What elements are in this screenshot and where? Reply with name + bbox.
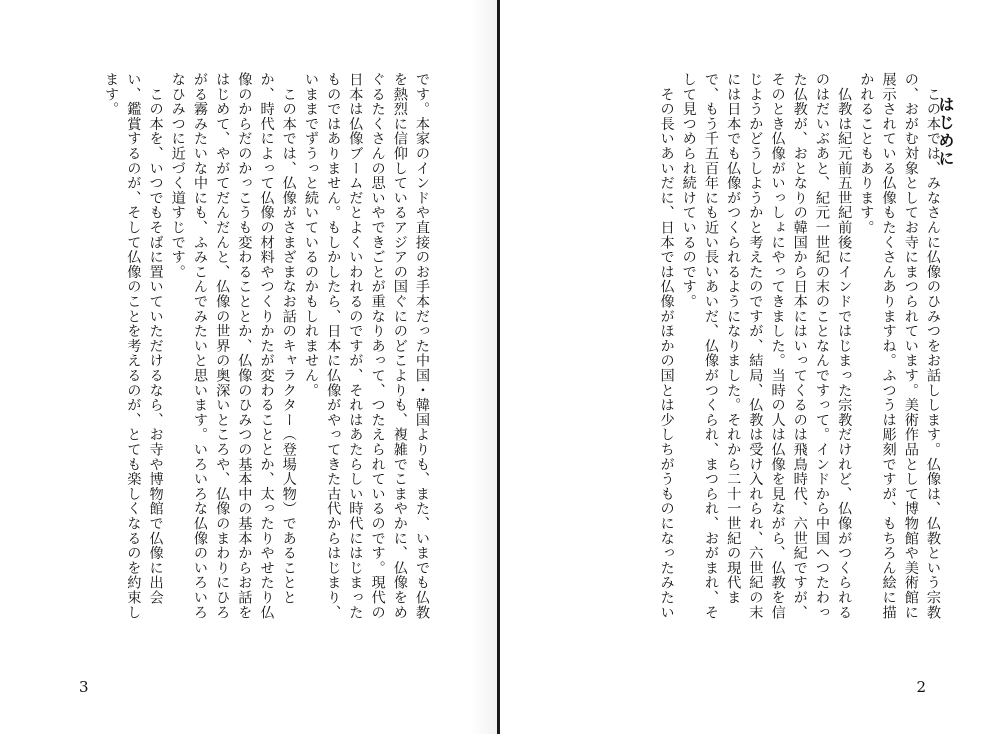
left-page-number: 3 (79, 678, 89, 696)
right-page-number: 2 (916, 678, 926, 696)
left-page-body-text: です。本家のインドや直接のお手本だった中国・韓国よりも、また、いまでも仏教を熱烈に信仰しているアジアの国ぐにのどこよりも、複雑でこまやかに、仏像をめぐるたくさんの思いやできごとが重なりあって、つたえられているのです。現代の日本は仏像ブームだとよくいわれるのですが、それはあたらしい時代にはじまったものではありません。もしかしたら、日本に仏像がやってきた古代からはじまり、いままでずうっと続いているのかもしれません。 この本では、仏像がさまざまなお話のキャラクター（登場人物）であることとか、時代によって仏像の材料やつくりかたが変わることとか、太ったりやせたり仏像のからだのかっこうも変わることとか、仏像のひみつの基本中の基本からお話をはじめて、やがてだんだんと、仏像の世界の奥深いところや、仏像のまわりにひろがる霧みたいな中にも、ふみこんでみたいと思います。いろいろな仏像のいろいろなひみつに近づく道すじです。 この本を、いつでもそばに置いていただけるなら、お寺や博物館で仏像に出会い、鑑賞するのが、そして仏像のことを考えるのが、とても楽しくなるのを約束します。 (103, 72, 430, 620)
left-gutter-shadow (470, 0, 497, 734)
chapter-heading: はじめに (936, 96, 955, 168)
right-page-body-text: この本では、みなさんに仏像のひみつをお話しします。仏像は、仏教という宗教の、おがむ対象としてお寺にまつられています。美術作品として博物館や美術館に展示されている仏像もたくさんありますね。ふつうは彫刻ですが、もちろん絵に描かれることもあります。 仏教は紀元前五世紀前後にインドではじまった宗教だけれど、仏像がつくられるのはだいぶあと、紀元一世紀の末のことなんですって。インドから中国へつたわった仏教が、おとなりの韓国から日本にはいってくるのは飛鳥時代、六世紀ですが、そのとき仏像がいっしょにやってきました。当時の人は仏像を見ながら、仏教を信じようかどうしようかと考えたのですが、結局、仏教は受け入れられ、六世紀の末には日本でも仏像がつくられるようになりました。それから二十一世紀の現代まで、もう千五百年にも近い長いあいだ、仏像がつくられ、まつられ、おがまれ、そして見つめられ続けているのです。 その長いあいだに、日本では仏像がほかの国とは少しちがうものになったみたい (658, 72, 941, 620)
left-page (0, 0, 497, 734)
right-page (500, 0, 997, 734)
